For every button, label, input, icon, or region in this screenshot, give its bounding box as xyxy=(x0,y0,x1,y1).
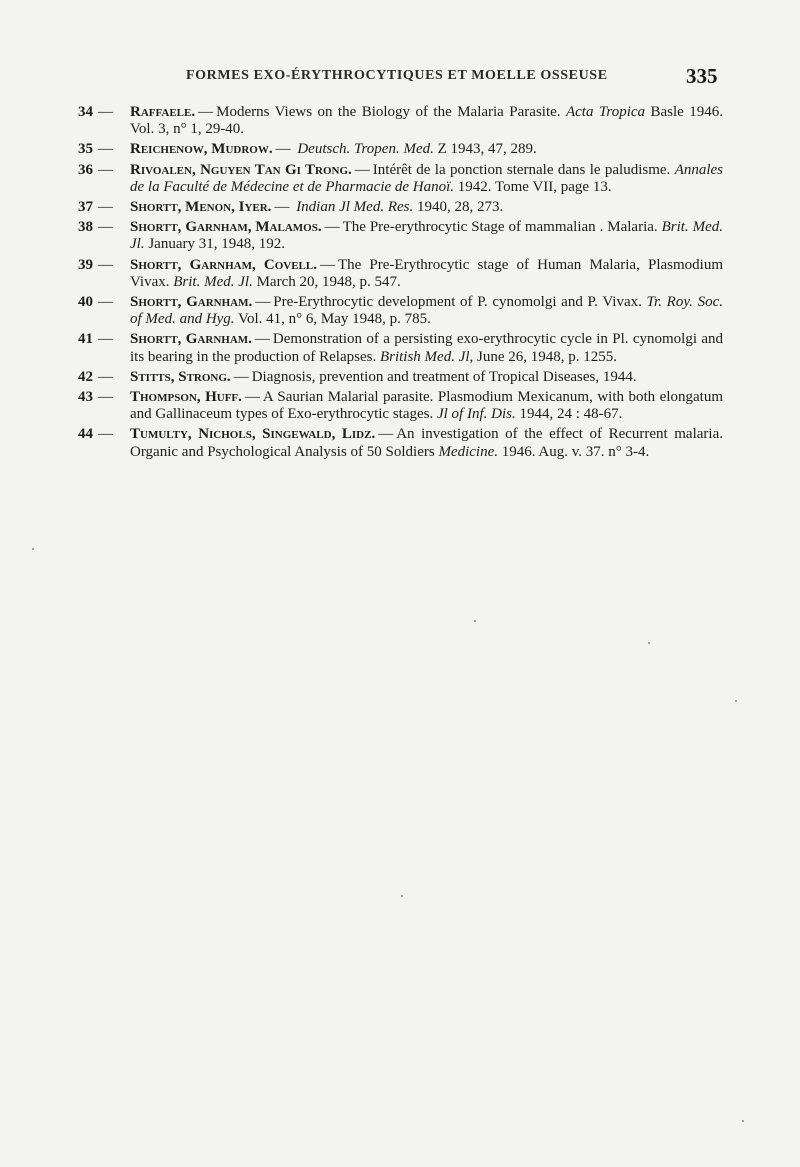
reference-detail: January 31, 1948, 192. xyxy=(148,236,285,253)
reference-number: 36 xyxy=(78,161,93,178)
reference-authors: Thompson, Huff. xyxy=(130,389,242,406)
reference-title: A Saurian Malarial parasite. Plasmodium Mexicanum, with both elongatum and Gallinaceum types of Exo-erythrocytic stages. xyxy=(130,389,723,423)
reference-number: 43 xyxy=(78,389,93,406)
reference-authors: Tumulty, Nichols, Singewald, Lidz. xyxy=(130,426,376,443)
reference-title: Diagnosis, prevention and treatment of Tropical Diseases, 1944. xyxy=(251,368,637,385)
scan-speck xyxy=(742,1120,744,1122)
reference-number: 40 xyxy=(78,294,93,311)
reference-entry: 35 — Reichenow, Mudrow. — Deutsch. Tropen. Med. Z 1943, 47, 289. xyxy=(78,141,537,158)
reference-number: 39 xyxy=(78,256,93,273)
scan-speck xyxy=(401,895,403,897)
reference-number: 37 xyxy=(78,199,93,216)
reference-detail: 1942. Tome VII, page 13. xyxy=(457,178,612,195)
reference-entry: 34 — Raffaele. — Moderns Views on the Biology of the Malaria Parasite. Acta Tropica Basle 1946. Vol. 3, n° 1, 29-40. xyxy=(78,104,724,138)
reference-source: Indian Jl Med. Res. xyxy=(296,199,414,216)
page-header xyxy=(0,64,800,88)
reference-number: 34 xyxy=(78,104,93,120)
reference-detail: Vol. 41, n° 6, May 1948, p. 785. xyxy=(238,311,431,328)
reference-entry: 37 — Shortt, Menon, Iyer. — Indian Jl Med. Res. 1940, 28, 273. xyxy=(78,199,504,216)
reference-source: British Med. Jl, xyxy=(379,348,474,365)
reference-entry: 36 — Rivoalen, Nguyen Tan Gi Trong. — Intérêt de la ponction sternale dans le paludisme. Annales de la Faculté de Médecine et de Pharmacie de Hanoï. 1942. Tome VII, page 13. xyxy=(78,161,724,195)
reference-detail: Z 1943, 47, 289. xyxy=(437,141,537,158)
reference-entry: 41 — Shortt, Garnham. — Demonstration of a persisting exo-erythrocytic cycle in Pl. cynomolgi and its bearing in the production of Relapses. British Med. Jl, June 26, 1948, p. 1255. xyxy=(78,331,723,365)
reference-entry: 44 — Tumulty, Nichols, Singewald, Lidz. — An investigation of the effect of Recurrent malaria. Organic and Psychological Analysis of 50 Soldiers Medicine. 1946. Aug. v. 37. n° 3-4. xyxy=(78,426,723,460)
page-number: 335 xyxy=(686,64,718,88)
reference-authors: Raffaele. xyxy=(130,104,196,120)
reference-detail: Basle 1946. Vol. 3, n° 1, 29-40. xyxy=(130,104,724,138)
reference-source: Brit. Med. Jl. xyxy=(130,219,723,253)
reference-source: Acta Tropica xyxy=(565,104,646,120)
scan-speck xyxy=(648,642,650,644)
reference-title: The Pre-erythrocytic Stage of mammalian . Malaria. xyxy=(342,219,658,236)
reference-title: Moderns Views on the Biology of the Malaria Parasite. xyxy=(216,104,561,120)
reference-title: Demonstration of a persisting exo-erythrocytic cycle in Pl. cynomolgi and its bearing in the production of Relapses. xyxy=(130,331,723,365)
running-title: FORMES EXO-ÉRYTHROCYTIQUES ET MOELLE OSSEUSE xyxy=(186,68,608,83)
reference-source: Jl of Inf. Dis. xyxy=(436,406,516,423)
reference-source: Tr. Roy. Soc. of Med. and Hyg. xyxy=(130,294,723,328)
reference-list xyxy=(78,104,723,464)
reference-authors: Rivoalen, Nguyen Tan Gi Trong. xyxy=(130,161,352,178)
reference-title: The Pre-Erythrocytic stage of Human Malaria, Plasmodium Vivax. xyxy=(130,256,723,290)
reference-detail: March 20, 1948, p. 547. xyxy=(256,273,401,290)
reference-authors: Reichenow, Mudrow. xyxy=(130,141,273,158)
reference-number: 41 xyxy=(78,331,93,348)
reference-entry: 40 — Shortt, Garnham. — Pre-Erythrocytic development of P. cynomolgi and P. Vivax. Tr. Roy. Soc. of Med. and Hyg. Vol. 41, n° 6, May 1948, p. 785. xyxy=(78,294,723,328)
reference-title: An investigation of the effect of Recurrent malaria. Organic and Psychological Analysis of 50 Soldiers xyxy=(130,426,723,460)
reference-authors: Shortt, Garnham. xyxy=(130,331,252,348)
reference-number: 42 xyxy=(78,368,93,385)
reference-authors: Shortt, Garnham, Covell. xyxy=(130,256,317,273)
scan-speck xyxy=(474,620,476,622)
reference-source: Deutsch. Tropen. Med. xyxy=(297,141,434,158)
reference-source: Brit. Med. Jl. xyxy=(173,273,253,290)
reference-entry: 38 — Shortt, Garnham, Malamos. — The Pre-erythrocytic Stage of mammalian . Malaria. Brit. Med. Jl. January 31, 1948, 192. xyxy=(78,219,723,253)
reference-number: 44 xyxy=(78,426,93,443)
reference-detail: 1940, 28, 273. xyxy=(417,199,504,216)
reference-entry: 43 — Thompson, Huff. — A Saurian Malarial parasite. Plasmodium Mexicanum, with both elongatum and Gallinaceum types of Exo-erythrocytic stages. Jl of Inf. Dis. 1944, 24 : 48-67. xyxy=(78,389,723,423)
reference-entry: 42 — Stitts, Strong. — Diagnosis, prevention and treatment of Tropical Diseases, 1944. xyxy=(78,368,637,385)
reference-authors: Shortt, Garnham. xyxy=(130,294,253,311)
reference-entry: 39 — Shortt, Garnham, Covell. — The Pre-Erythrocytic stage of Human Malaria, Plasmodium Vivax. Brit. Med. Jl. March 20, 1948, p. 547. xyxy=(78,256,723,290)
reference-detail: June 26, 1948, p. 1255. xyxy=(477,348,618,365)
scan-speck xyxy=(32,548,34,550)
reference-authors: Shortt, Menon, Iyer. xyxy=(130,199,272,216)
scan-speck xyxy=(735,700,737,702)
reference-number: 35 xyxy=(78,141,93,158)
reference-source: Annales de la Faculté de Médecine et de Pharmacie de Hanoï. xyxy=(130,161,724,195)
reference-authors: Stitts, Strong. xyxy=(130,368,231,385)
reference-number: 38 xyxy=(78,219,93,236)
reference-detail: 1944, 24 : 48-67. xyxy=(519,406,623,423)
reference-title: Pre-Erythrocytic development of P. cynomolgi and P. Vivax. xyxy=(273,294,642,311)
reference-source: Medicine. xyxy=(438,443,498,460)
reference-title: Intérêt de la ponction sternale dans le paludisme. xyxy=(372,161,671,178)
reference-authors: Shortt, Garnham, Malamos. xyxy=(130,219,322,236)
reference-detail: 1946. Aug. v. 37. n° 3-4. xyxy=(501,443,650,460)
